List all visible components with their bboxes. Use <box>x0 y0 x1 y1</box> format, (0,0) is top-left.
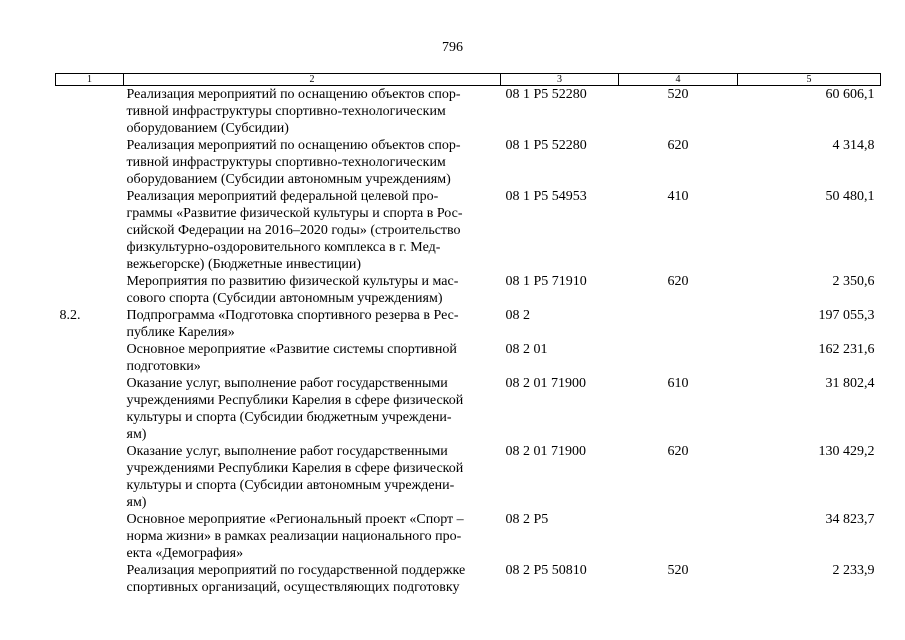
row-type: 520 <box>667 87 689 102</box>
header-col-4: 4 <box>619 74 738 86</box>
row-type: 620 <box>667 274 689 289</box>
page-number: 796 <box>442 40 463 55</box>
row-type: 620 <box>667 138 689 153</box>
row-amount: 162 231,6 <box>818 342 875 357</box>
row-name <box>124 341 501 375</box>
table-row <box>56 273 881 307</box>
header-col-3: 3 <box>501 74 619 86</box>
row-amount: 60 606,1 <box>825 87 875 102</box>
row-name <box>124 562 501 596</box>
table-row <box>56 341 881 375</box>
row-name-text: Оказание услуг, выполнение работ государственными учреждениями Республики Карелия в сфере физической культуры и спорта (Субсидии автономным учреждени- ям) <box>126 444 464 510</box>
row-name <box>124 443 501 511</box>
row-number <box>56 375 124 443</box>
table-row <box>56 137 881 188</box>
row-type <box>619 341 738 375</box>
table-row <box>56 86 881 138</box>
row-type <box>619 511 738 562</box>
row-code: 08 2 P5 <box>505 512 549 527</box>
row-type: 620 <box>667 444 689 459</box>
row-name-text: Подпрограмма «Подготовка спортивного резерва в Рес- публике Карелия» <box>126 308 459 340</box>
row-code: 08 2 01 71900 <box>505 376 586 391</box>
row-number <box>56 273 124 307</box>
row-number: 8.2. <box>59 308 81 323</box>
row-type: 520 <box>667 563 689 578</box>
row-number <box>56 188 124 273</box>
row-type: 410 <box>667 189 689 204</box>
table-row <box>56 375 881 443</box>
row-number <box>56 341 124 375</box>
row-name-text: Мероприятия по развитию физической культуры и мас- сового спорта (Субсидии автономным учреждениям) <box>126 274 459 306</box>
row-name-text: Реализация мероприятий по государственной поддержке спортивных организаций, осуществляющих подготовку <box>126 563 466 595</box>
row-name <box>124 307 501 341</box>
row-code: 08 2 P5 50810 <box>505 563 587 578</box>
row-amount: 2 233,9 <box>832 563 875 578</box>
row-number <box>56 86 124 138</box>
row-type: 610 <box>667 376 689 391</box>
budget-table <box>55 73 881 596</box>
row-name <box>124 511 501 562</box>
row-code: 08 2 <box>505 308 530 323</box>
row-name-text: Реализация мероприятий федеральной целевой про- граммы «Развитие физической культуры и спорта в Рос- сийской Федерации на 2016–2020 годы» (строительство физкультурно-оздоровительного комплекса в г. Мед- вежьегорске) (Бюджетные инвестиции) <box>126 189 463 272</box>
row-code: 08 2 01 71900 <box>505 444 586 459</box>
table-body <box>56 86 881 597</box>
row-name <box>124 86 501 138</box>
row-amount: 2 350,6 <box>832 274 875 289</box>
table-row <box>56 188 881 273</box>
row-name <box>124 273 501 307</box>
row-number <box>56 137 124 188</box>
table-row <box>56 511 881 562</box>
row-name <box>124 375 501 443</box>
row-name-text: Реализация мероприятий по оснащению объектов спор- тивной инфраструктуры спортивно-технологическим оборудованием (Субсидии автономным учреждениям) <box>126 138 461 187</box>
row-name-text: Реализация мероприятий по оснащению объектов спор- тивной инфраструктуры спортивно-технологическим оборудованием (Субсидии) <box>126 87 461 136</box>
row-amount: 130 429,2 <box>818 444 875 459</box>
row-type <box>619 307 738 341</box>
row-code: 08 1 P5 71910 <box>505 274 587 289</box>
row-number <box>56 443 124 511</box>
row-code: 08 2 01 <box>505 342 548 357</box>
row-amount: 50 480,1 <box>825 189 875 204</box>
header-col-1: 1 <box>56 74 124 86</box>
row-name <box>124 137 501 188</box>
table-row <box>56 562 881 596</box>
table-row <box>56 307 881 341</box>
row-name-text: Оказание услуг, выполнение работ государственными учреждениями Республики Карелия в сфере физической культуры и спорта (Субсидии бюджетным учреждени- ям) <box>126 376 464 442</box>
row-amount: 34 823,7 <box>825 512 875 527</box>
row-amount: 197 055,3 <box>818 308 875 323</box>
row-number <box>56 511 124 562</box>
table-row <box>56 443 881 511</box>
row-name-text: Основное мероприятие «Развитие системы спортивной подготовки» <box>126 342 457 374</box>
row-number <box>56 562 124 596</box>
row-amount: 4 314,8 <box>832 138 875 153</box>
row-amount: 31 802,4 <box>825 376 875 391</box>
row-code: 08 1 P5 52280 <box>505 138 587 153</box>
header-col-2: 2 <box>124 74 501 86</box>
row-code: 08 1 P5 52280 <box>505 87 587 102</box>
row-code: 08 1 P5 54953 <box>505 189 587 204</box>
header-col-5: 5 <box>738 74 881 86</box>
row-name <box>124 188 501 273</box>
table-header-row <box>56 74 881 86</box>
row-name-text: Основное мероприятие «Региональный проект «Спорт – норма жизни» в рамках реализации национального про- екта «Демография» <box>126 512 464 561</box>
table-header <box>56 74 881 86</box>
